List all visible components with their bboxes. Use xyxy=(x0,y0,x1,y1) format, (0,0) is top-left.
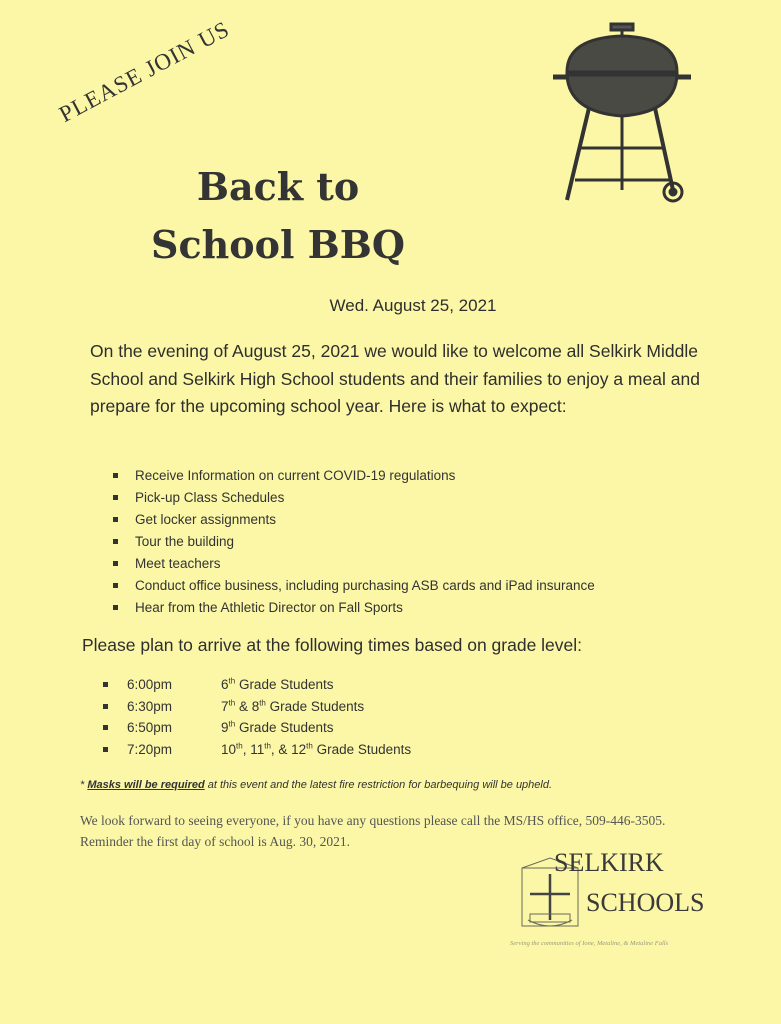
list-item: Hear from the Athletic Director on Fall Sports xyxy=(113,597,595,619)
list-item: Conduct office business, including purchasing ASB cards and iPad insurance xyxy=(113,575,595,597)
notice-prefix: * xyxy=(80,779,88,791)
time-value: 7:20pm xyxy=(127,741,173,757)
time-value: 6:00pm xyxy=(127,677,173,692)
bbq-grill-icon xyxy=(545,20,700,210)
list-item: Meet teachers xyxy=(113,553,595,575)
grade-label: 6th Grade Students xyxy=(221,676,334,692)
grade-label: 10th, 11th, & 12th Grade Students xyxy=(221,741,412,757)
logo-word-schools: SCHOOLS xyxy=(586,888,705,917)
arrival-heading: Please plan to arrive at the following times based on grade level: xyxy=(82,635,583,655)
logo-word-selkirk: SELKIRK xyxy=(554,848,664,877)
title-line-1: Back to xyxy=(196,164,360,209)
grade-label: 7th & 8th Grade Students xyxy=(221,698,365,714)
mask-notice xyxy=(80,779,552,791)
notice-emphasis: Masks will be required xyxy=(87,779,205,791)
title-line-2: School BBQ xyxy=(151,222,405,267)
list-item: Tour the building xyxy=(113,531,595,553)
list-item: Get locker assignments xyxy=(113,509,595,531)
closing-paragraph: We look forward to seeing everyone, if you have any questions please call the MS/HS office, 509-446-3505. Reminder the first day of school is Aug. 30, 2021. xyxy=(80,813,666,849)
grade-label: 9th Grade Students xyxy=(221,719,334,735)
expect-list xyxy=(113,465,595,619)
event-date: Wed. August 25, 2021 xyxy=(329,296,497,315)
list-item: Receive Information on current COVID-19 regulations xyxy=(113,465,595,487)
page-title xyxy=(128,158,428,274)
invite-text: PLEASE JOIN US xyxy=(55,16,234,128)
list-item: Pick-up Class Schedules xyxy=(113,487,595,509)
notice-rest: at this event and the latest fire restriction for barbequing will be upheld. xyxy=(204,779,553,791)
time-value: 6:30pm xyxy=(127,698,173,714)
selkirk-logo xyxy=(508,848,723,953)
intro-paragraph: On the evening of August 25, 2021 we would like to welcome all Selkirk Middle School and Selkirk High School students and their families to enjoy a meal and prepare for the upcoming school year. Here is what to expect: xyxy=(90,341,700,416)
logo-tagline: Serving the communities of Ione, Metaline, & Metaline Falls xyxy=(510,940,669,947)
time-value: 6:50pm xyxy=(127,720,173,735)
